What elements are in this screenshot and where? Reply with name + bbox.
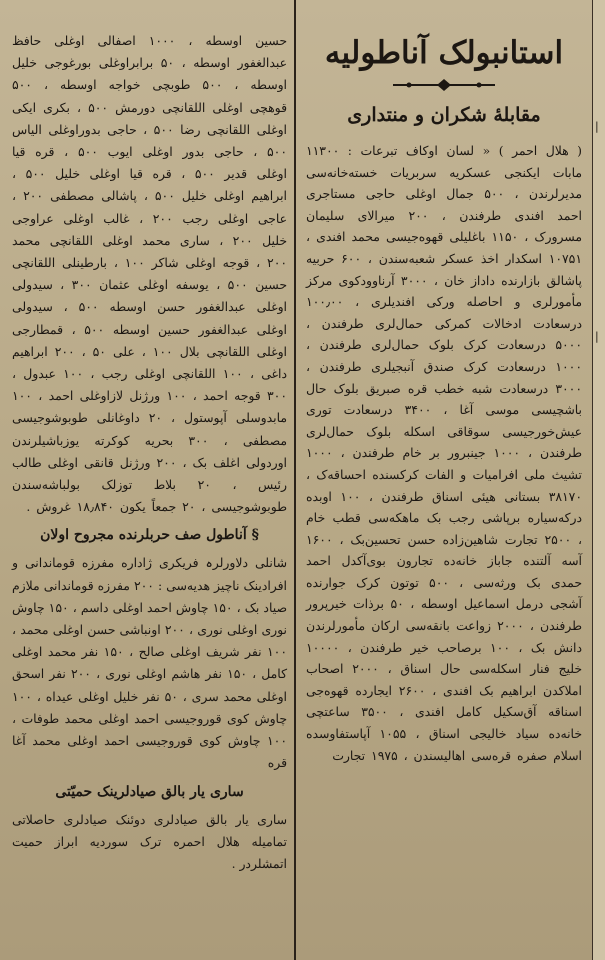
section2-text: ساری یار بالق صیادلری دوئنک صیادلری حاصلاتی تمامیله هلال احمره ترک سوردیه ابراز حمیت اتمشلردر . [12, 811, 287, 871]
adjacent-page-edge: | | [592, 0, 605, 960]
column-divider [294, 0, 296, 960]
masthead: استانبولک آناطولیه [324, 35, 564, 71]
left-column-text: حسین اوسطه ، ۱۰۰۰ اصفالی اوغلی حافظ عبدالغفور اوسطه ، ۵۰ برابراوغلی بورغوجی خلیل اوسطه ، ۵۰۰ طوبچی خواجه اوسطه ، ۵۰۰ قوهچی اوغلی اللقانچی دورمش ۵۰۰ ، بکری ایکی اوغلی اللقانچی رضا ۵۰۰ ، حاجی بدوراوغلی الیاس ۵۰۰ ، حاجی بدور اوغلی ایوب ۵۰۰ ، قره قیا اوغلی قدیر ۵۰۰ ، قره قیا اوغلی خلیل ۵۰۰ ، ابراهیم اوغلی خلیل ۵۰۰ ، پاشالی مصطفی ۲۰۰ ، عاجی اوغلی رجب ۲۰۰ ، غالب اوغلی عراوجی خلیل ۲۰۰ ، ساری محمد اوغلی اللقانچی محمد ۲۰۰ ، قوجه اوغلی شاکر ۱۰۰ ، بارطینلی اللقانچی حسین ۵۰۰ ، یوسفه اوغلی عثمان ۳۰۰ ، سیدولی اوغلی عبدالغفور حسن اوسطه ۵۰۰ ، سیدولی اوغلی عبدالغفور حسین اوسطه ۵۰۰ ، قمطارجی اوغلی اللقانچی بلال ۱۰۰ ، علی ۵۰ ، ۲۰۰ ابراهیم داغی ، ۱۰۰ اللقانچی اوغلی رجب ، ۱۰۰ عبدول ، ۳۰۰ قوجه احمد ، ۱۰۰ ورژنل لازاوغلی احمد ، ۱۰۰ مابدوسلی آپوستول ، ۲۰ داوغانلی طوبوشوجیسی مصطفی ، ۳۰۰ بحریه کوکرته یوزباشیلرندن اوردولی اغلف بک ، ۲۰۰ ورژنل قانقی اوغلی طالب رئیس ، ۲۰ بلاط توزلک بولباشه‌سندن طوبوشوجیسی ، ۲۰ جمعاً یکون ۱۸٫۸۴۰ غروش . [12, 33, 288, 515]
right-column-text: ( هلال احمر ) « لسان اوکاف تبرعات : ۱۱۳۰۰ مابات ایکنجی عسکریه سربریات خسته‌خانه‌سی مدیرلرندن ، ۵۰۰ جمال اوغلی حاجی مستاجری احمد افندی طرفندن ، ۲۰۰ میرالای سلیمان مسرورک ، ۱۱۵۰ باغلیلی قهوه‌جیسی محمد افندی ، ۱۰۷۵۱ اسکدار اخذ عسکر شعبه‌سندن ، ۶۰۰ حربیه پاشالق بازارنده داداز خان ، ۳۰۰۰ آرناوودکوی مرکز مأمورلری و احاصله ورکی افندیلری ، ۱۰۰٫۰۰ درسعادت ادخالات کمرکی حمال‌لری طرفندن ، ۵۰۰۰ درسعادت کرک بلوک حمال‌لری طرفندن ، ۱۰۰۰ درسعادت کرک صندق آنبجیلری طرفندن ، ۳۰۰۰ درسعادت شبه خطب قره صبریق بلوک حال باشچیسی موسی آغا ، ۳۴۰۰ درسعادت توری عیش‌خورجیسی سوقاقی اسکله بلوک حمال‌لری طرفندن ، ۱۰۰۰ جینبرور بر خام طرفندن ، ۱۰۰۰ تشیث ملی افرامیات و الفات کرکسنده احساقه‌ک ، ۳۸۱۷۰ بستانی هیئی اسناق طرفندن ، ۱۰۰ اوبده درکه‌سیاره برپاشی رجب بک ماهکه‌سی قطب خام ، ۲۵۰۰ تجارت شاهین‌زاده حسن تحسین‌بک ، ۱۶۰۰ آسه آلتنده جاباز خانه‌ده تجارون بوی‌آکدل احمد حمدی بک ورثه‌سی ، ۵۰۰ توتون کرک جوارنده آشجی درمل اسماعیل اوسطه ، ۵۰ برذات خیرپرور طرفندن ، ۲۰۰۰ زواعت بانقه‌سی ارکان مأمورلرندن دانش بک ، ۱۰۰ برصاحب خیر طرفندن ، ۱۰۰۰۰ خلیج فنار اسکله‌سی حال اسناق ، ۲۰۰۰ اصحاب املاکدن ابراهیم بک افندی ، ۲۶۰۰ ایجارده قهوه‌جی اسناقه آق‌سکیل کامل افندی ، ۳۵۰۰ ساعتچی خانه‌ده سیاد خالیجی اسناق ، ۱۰۵۵ آپاستفاوسده اسلام صفره قره‌سی اهالیسندن ، ۱۹۷۵ تجارت [306, 143, 583, 763]
ornament-rule-icon [389, 78, 499, 92]
section2-title: ساری یار بالق صیادلرینک حمیّتی [55, 783, 244, 800]
section1-title: § آناطول صف حربلرنده مجروح اولان [40, 527, 259, 544]
section1-text: شانلی دلاورلرہ فریکری ژاداره مفرزه قوماندانی و افرادینک ناچیز هدیه‌سی : ۲۰۰ مفرزه قوماندانی ملازم صیاد بک ، ۱۵۰ چاوش احمد اوغلی داسم ، ۱۵۰ چاوش نوری اوغلی نوری ، ۲۰۰ اونباشی حسن اوغلی محمد ، ۱۰۰ نفر شریف اوغلی صالح ، ۱۵۰ نفر محمد اوغلی کامل ، ۱۵۰ نفر هاشم اوغلی نوری ، ۲۰۰ نفر اسحق اوغلی محمد سری ، ۵۰ نفر خلیل اوغلی عیداه ، ۱۰۰ چاوش کوی قوروجیسی احمد اوغلی محمد طوفات ، ۱۰۰ چاوش کوی قوروجیسی احمد اوغلی محمد آغا قره [12, 555, 288, 771]
left-column [8, 0, 291, 960]
right-column [300, 0, 588, 960]
headline: مقابلهٔ شکران و منتداری [347, 104, 541, 126]
